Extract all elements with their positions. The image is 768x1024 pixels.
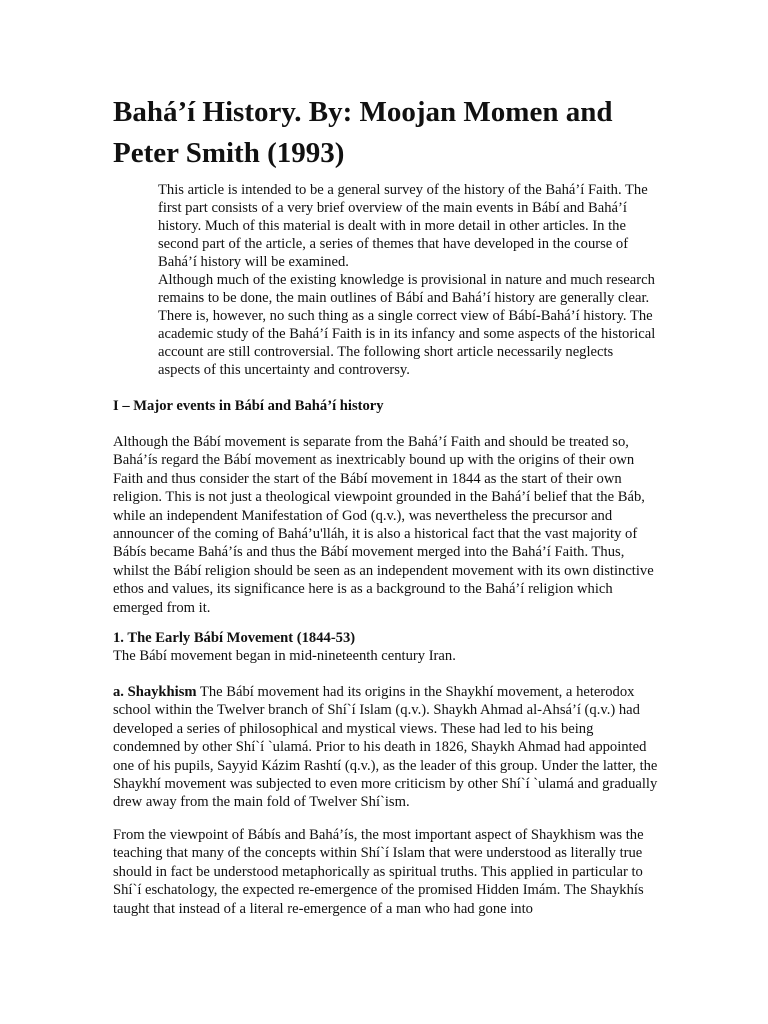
abstract-paragraph: This article is intended to be a general survey of the history of the Bahá’í Faith. The first part consists of a very brief overview of the main events in Bábí and Bahá’í history. Much of this material is dealt with in more detail in other articles. In the second part of the article, a series of themes that have developed in the course of Bahá’í history will be examined. bbox=[158, 182, 648, 270]
document-title: Bahá’í History. By: Moojan Momen and Peter Smith (1993) bbox=[113, 96, 613, 169]
body-paragraph: Although the Bábí movement is separate from the Bahá’í Faith and should be treated so, Bahá’ís regard the Bábí movement as inextricably bound up with the origins of their own Faith and thus consider the start of the Bábí movement in 1844 as the start of their own religion. This is not just a theological viewpoint grounded in the Bahá’í belief that the Báb, while an independent Manifestation of God (q.v.), was nevertheless the precursor and announcer of the coming of Bahá’u'lláh, it is also a historical fact that the vast majority of Bábís became Bahá’ís and thus the Bábí movement merged into the Bahá’í Faith. Thus, whilst the Bábí religion should be seen as an independent movement with its own distinctive ethos and values, its significance here is as a background to the Bahá’í religion which emerged from it. bbox=[113, 434, 654, 616]
abstract-block bbox=[158, 181, 658, 379]
paragraph-text: The Bábí movement had its origins in the Shaykhí movement, a heterodox school within the Twelver branch of Shí`í Islam (q.v.). Shaykh Ahmad al-Ahsá’í (q.v.) had developed a series of philosophical and mystical views. These had led to his being condemned by other Shí`í `ulamá. Prior to his death in 1826, Shaykh Ahmad had appointed one of his pupils, Sayyid Kázim Rashtí (q.v.), as the leader of this group. Under the latter, the Shaykhí movement was subjected to even more criticism by other Shí`í `ulamá and gradually drew away from the main fold of Twelver Shí`ism. bbox=[113, 684, 658, 811]
section-heading: I – Major events in Bábí and Bahá’í history bbox=[113, 398, 384, 414]
body-paragraph: The Bábí movement began in mid-nineteenth century Iran. bbox=[113, 648, 456, 665]
body-paragraph: From the viewpoint of Bábís and Bahá’ís, the most important aspect of Shaykhism was the teaching that many of the concepts within Shí`í Islam that were understood as literally true should in fact be understood metaphorically as spiritual truths. This applied in particular to Shí`í eschatology, the expected re-emergence of the promised Hidden Imám. The Shaykhís taught that instead of a literal re-emergence of a man who had gone into bbox=[113, 827, 644, 917]
body-paragraph bbox=[113, 683, 658, 812]
subsection-block bbox=[113, 629, 658, 666]
inline-heading: a. Shaykhism bbox=[113, 684, 197, 700]
abstract-paragraph: Although much of the existing knowledge is provisional in nature and much research remains to be done, the main outlines of Bábí and Bahá’í history are generally clear. There is, however, no such thing as a single correct view of Bábí-Bahá’í history. The academic study of the Bahá’í Faith is in its infancy and some aspects of the historical account are still controversial. The following short article necessarily neglects aspects of this uncertainty and controversy. bbox=[158, 272, 656, 378]
subsection-heading: 1. The Early Bábí Movement (1844-53) bbox=[113, 630, 356, 646]
